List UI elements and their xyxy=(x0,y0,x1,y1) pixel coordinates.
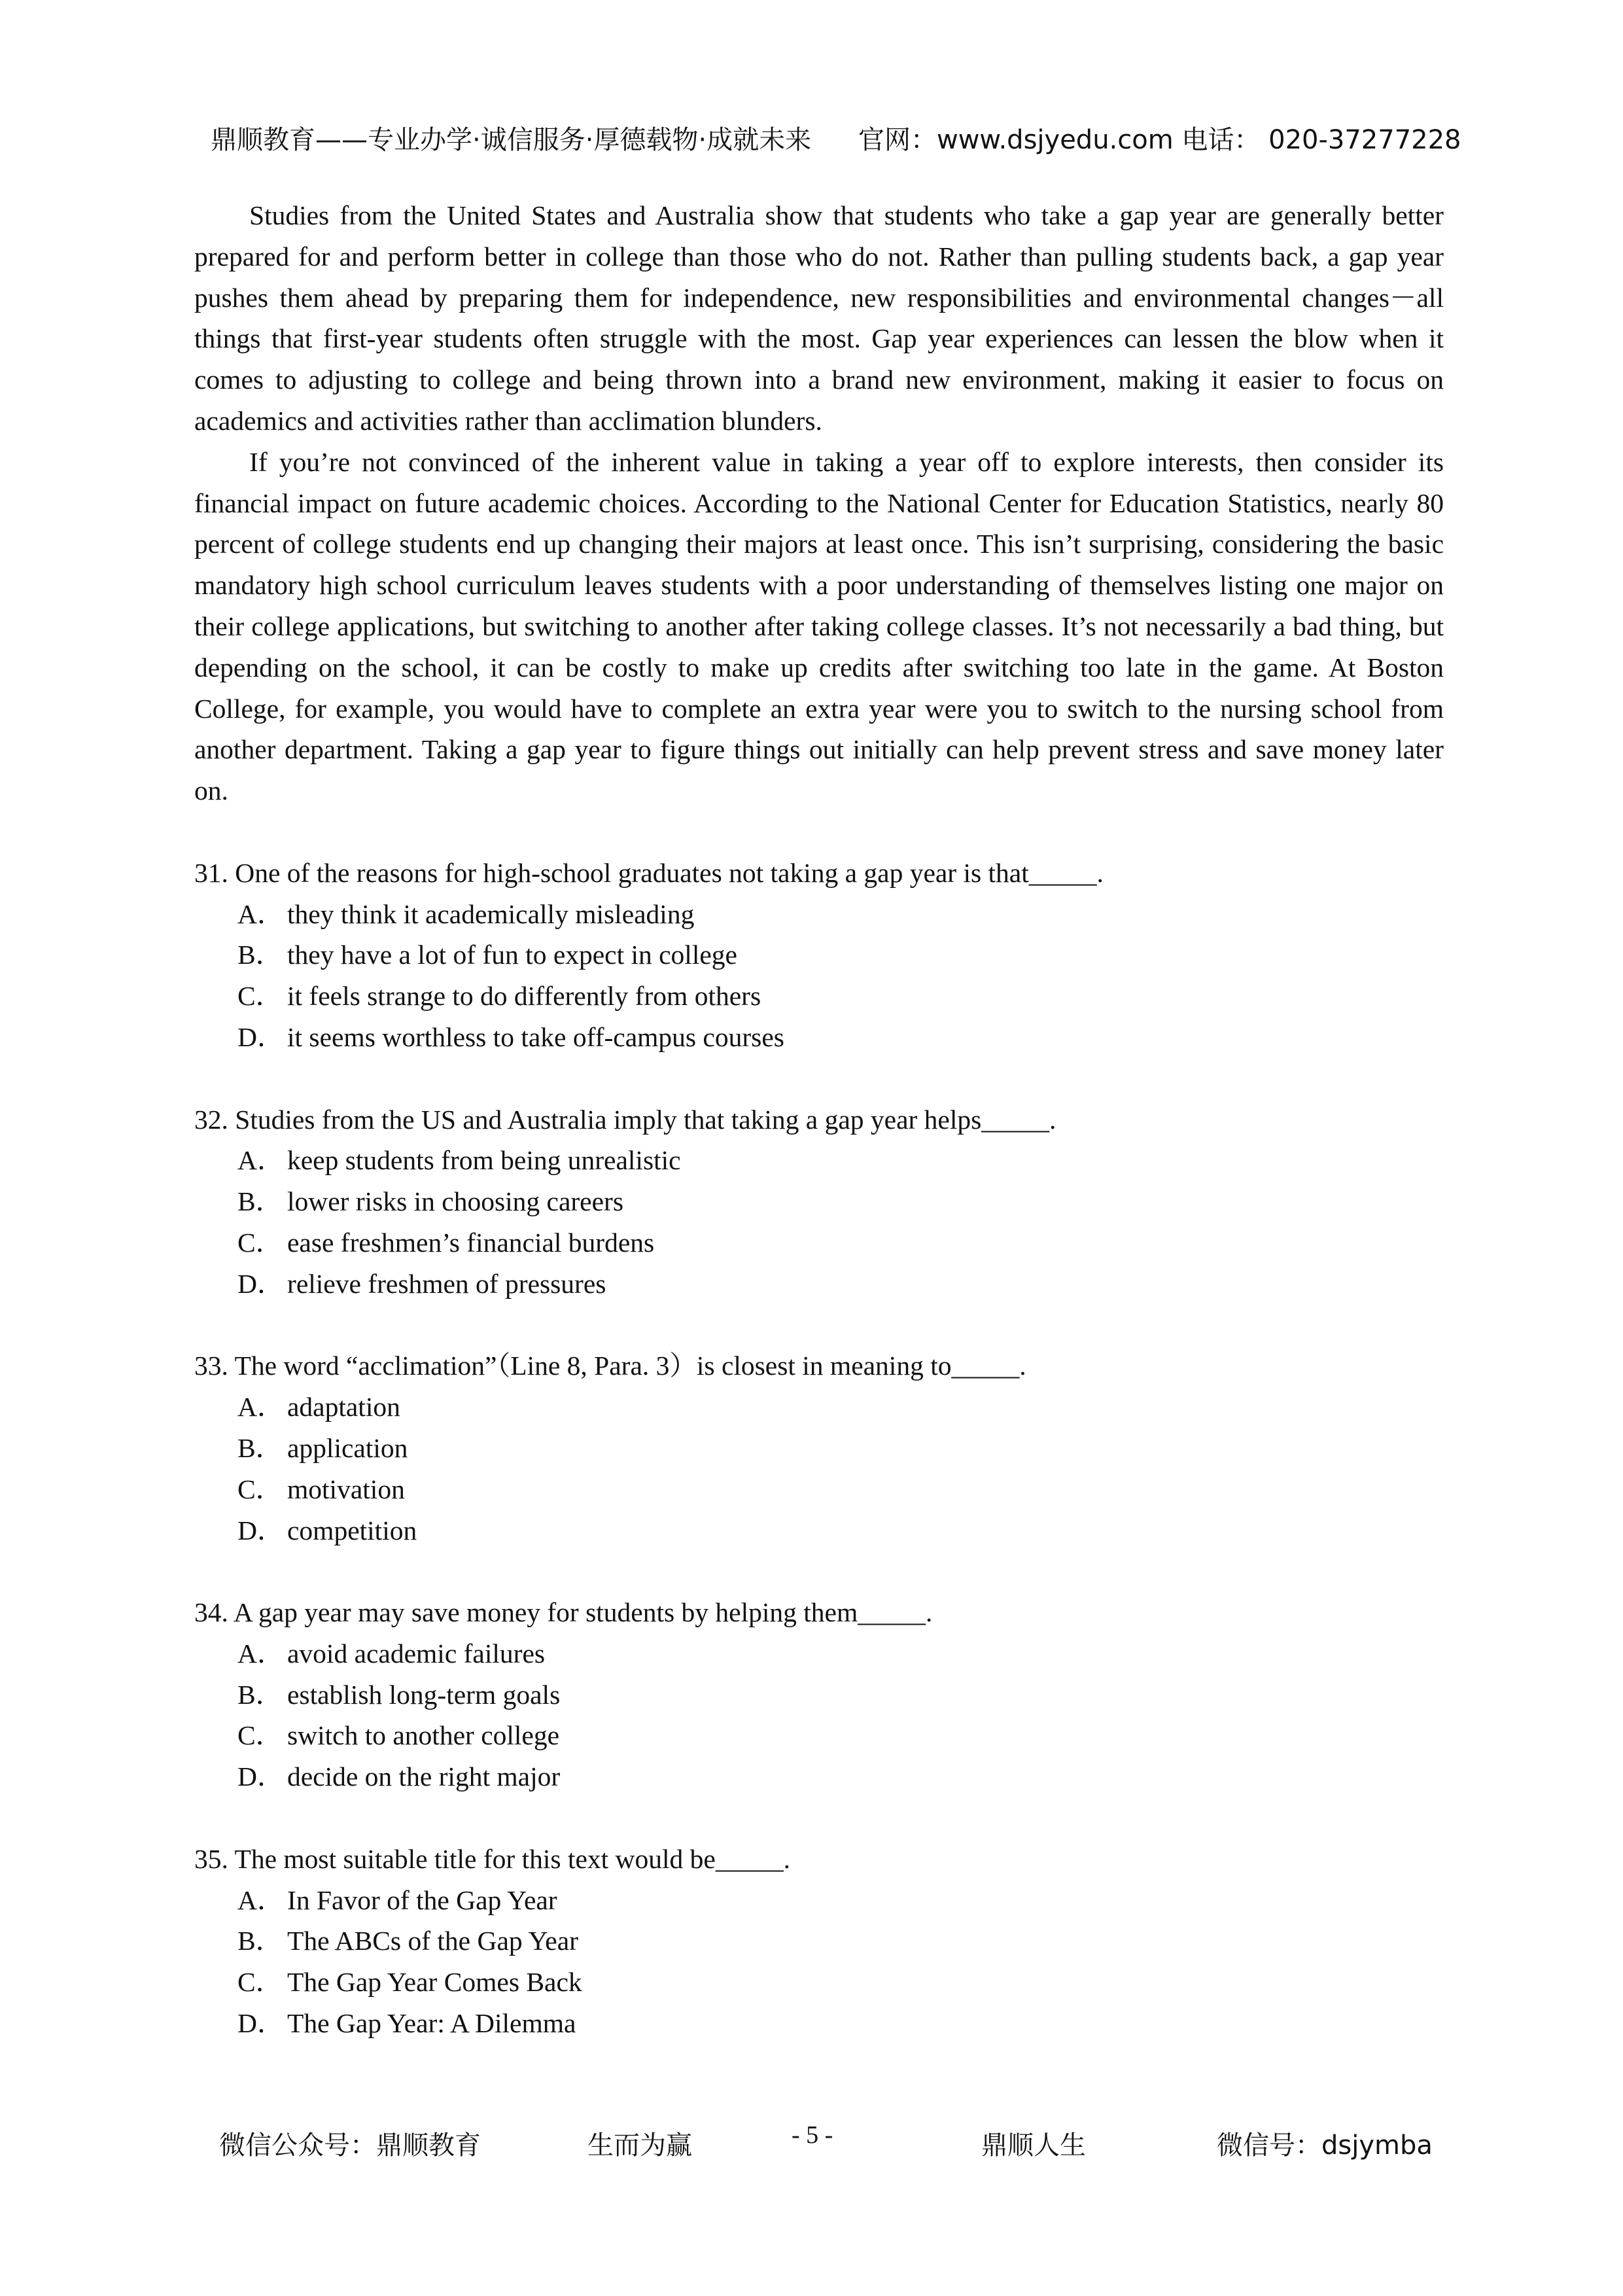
footer-wechat-account: 微信公众号：鼎顺教育 xyxy=(219,2130,481,2161)
option-letter: A． xyxy=(237,1392,285,1422)
option-text: avoid academic failures xyxy=(287,1638,546,1669)
option-text: keep students from being unrealistic xyxy=(287,1145,681,1176)
page-number: - 5 - xyxy=(792,2121,833,2149)
option-text: motivation xyxy=(287,1474,405,1504)
option-a xyxy=(194,1386,1444,1428)
option-text: adaptation xyxy=(287,1392,400,1422)
option-letter: B． xyxy=(237,1926,283,1956)
option-letter: C． xyxy=(237,981,283,1012)
option-text: they have a lot of fun to expect in college xyxy=(287,940,737,970)
option-letter: D． xyxy=(237,1515,285,1545)
question-stem: 33. The word “acclimation”（Line 8, Para. 3）is closest in meaning to_____. xyxy=(194,1351,1026,1381)
option-text: The ABCs of the Gap Year xyxy=(287,1926,578,1956)
option-letter: D． xyxy=(237,2008,285,2039)
option-c xyxy=(194,1222,1444,1263)
question-35 xyxy=(194,1839,1444,2044)
option-d xyxy=(194,1756,1444,1797)
option-text: it feels strange to do differently from others xyxy=(287,981,761,1012)
question-32 xyxy=(194,1099,1444,1305)
option-text: competition xyxy=(287,1515,417,1545)
option-b xyxy=(194,1428,1444,1469)
option-letter: B． xyxy=(237,1679,283,1710)
option-a xyxy=(194,894,1444,935)
option-a xyxy=(194,1880,1444,1921)
option-d xyxy=(194,1263,1444,1305)
option-letter: D． xyxy=(237,1761,285,1792)
option-d xyxy=(194,1510,1444,1551)
footer-slogan: 生而为赢 xyxy=(587,2130,692,2161)
option-c xyxy=(194,1962,1444,2003)
question-stem: 35. The most suitable title for this text would be_____. xyxy=(194,1843,790,1874)
page-footer xyxy=(0,2123,1623,2168)
option-b xyxy=(194,1181,1444,1222)
question-31 xyxy=(194,853,1444,1058)
passage-paragraph: Studies from the United States and Australia show that students who take a gap year are generally better prepared for and perform better in college than those who do not. Rather than pulling students back, a gap year pushes them ahead by preparing them for independence, new responsibilities and environmental changes－all things that first-year students often struggle with the most. Gap year experiences can lessen the blow when it comes to adjusting to college and being thrown into a brand new environment, making it easier to focus on academics and activities rather than acclimation blunders. xyxy=(194,200,1444,436)
option-d xyxy=(194,1017,1444,1058)
option-a xyxy=(194,1633,1444,1674)
option-text: ease freshmen’s financial burdens xyxy=(287,1227,655,1258)
reading-passage xyxy=(194,195,1444,811)
option-a xyxy=(194,1140,1444,1181)
option-text: The Gap Year: A Dilemma xyxy=(287,2008,576,2039)
option-letter: D． xyxy=(237,1268,285,1299)
option-text: In Favor of the Gap Year xyxy=(287,1884,557,1915)
option-c xyxy=(194,1715,1444,1756)
question-stem: 31. One of the reasons for high-school graduates not taking a gap year is that_____. xyxy=(194,857,1104,888)
option-letter: C． xyxy=(237,1720,283,1751)
question-34 xyxy=(194,1592,1444,1797)
option-text: decide on the right major xyxy=(287,1761,561,1792)
option-text: they think it academically misleading xyxy=(287,898,695,929)
option-text: The Gap Year Comes Back xyxy=(287,1967,582,1998)
option-letter: A． xyxy=(237,1884,285,1915)
option-text: lower risks in choosing careers xyxy=(287,1186,623,1217)
option-letter: B． xyxy=(237,1186,283,1217)
option-text: it seems worthless to take off-campus courses xyxy=(287,1021,784,1052)
footer-wechat-id: 微信号：dsjymba xyxy=(1217,2130,1433,2161)
page-header xyxy=(211,120,1461,160)
page-content xyxy=(194,195,1444,2044)
option-b xyxy=(194,1920,1444,1962)
option-letter: B． xyxy=(237,1432,283,1463)
question-33 xyxy=(194,1345,1444,1551)
passage-paragraph: If you’re not convinced of the inherent value in taking a year off to explore interests, then consider its financial impact on future academic choices. According to the National Center for Education Statistics, nearly 80 percent of college students end up changing their majors at least once. This isn’t surprising, considering the basic mandatory high school curriculum leaves students with a poor understanding of themselves listing one major on their college applications, but switching to another after taking college classes. It’s not necessarily a bad thing, but depending on the school, it can be costly to make up credits after switching too late in the game. At Boston College, for example, you would have to complete an extra year were you to switch to the nursing school from another department. Taking a gap year to figure things out initially can help prevent stress and save money later on. xyxy=(194,446,1444,806)
option-c xyxy=(194,1469,1444,1510)
option-b xyxy=(194,1674,1444,1716)
option-letter: A． xyxy=(237,898,285,929)
footer-brand: 鼎顺人生 xyxy=(981,2130,1086,2161)
option-letter: B． xyxy=(237,940,283,970)
option-text: establish long-term goals xyxy=(287,1679,561,1710)
question-stem: 34. A gap year may save money for students by helping them_____. xyxy=(194,1597,933,1628)
option-letter: C． xyxy=(237,1227,283,1258)
option-letter: A． xyxy=(237,1638,285,1669)
option-letter: D． xyxy=(237,1021,285,1052)
question-stem: 32. Studies from the US and Australia imply that taking a gap year helps_____. xyxy=(194,1104,1056,1135)
option-letter: A． xyxy=(237,1145,285,1176)
option-d xyxy=(194,2003,1444,2044)
option-letter: C． xyxy=(237,1474,283,1504)
header-institution-slogan: 鼎顺教育——专业办学·诚信服务·厚德载物·成就未来 xyxy=(211,125,812,155)
option-letter: C． xyxy=(237,1967,283,1998)
option-c xyxy=(194,976,1444,1017)
option-text: switch to another college xyxy=(287,1720,560,1751)
option-text: relieve freshmen of pressures xyxy=(287,1268,606,1299)
header-contact-info: 官网：www.dsjyedu.com 电话： 020-37277228 xyxy=(858,125,1461,155)
option-text: application xyxy=(287,1432,408,1463)
option-b xyxy=(194,934,1444,976)
